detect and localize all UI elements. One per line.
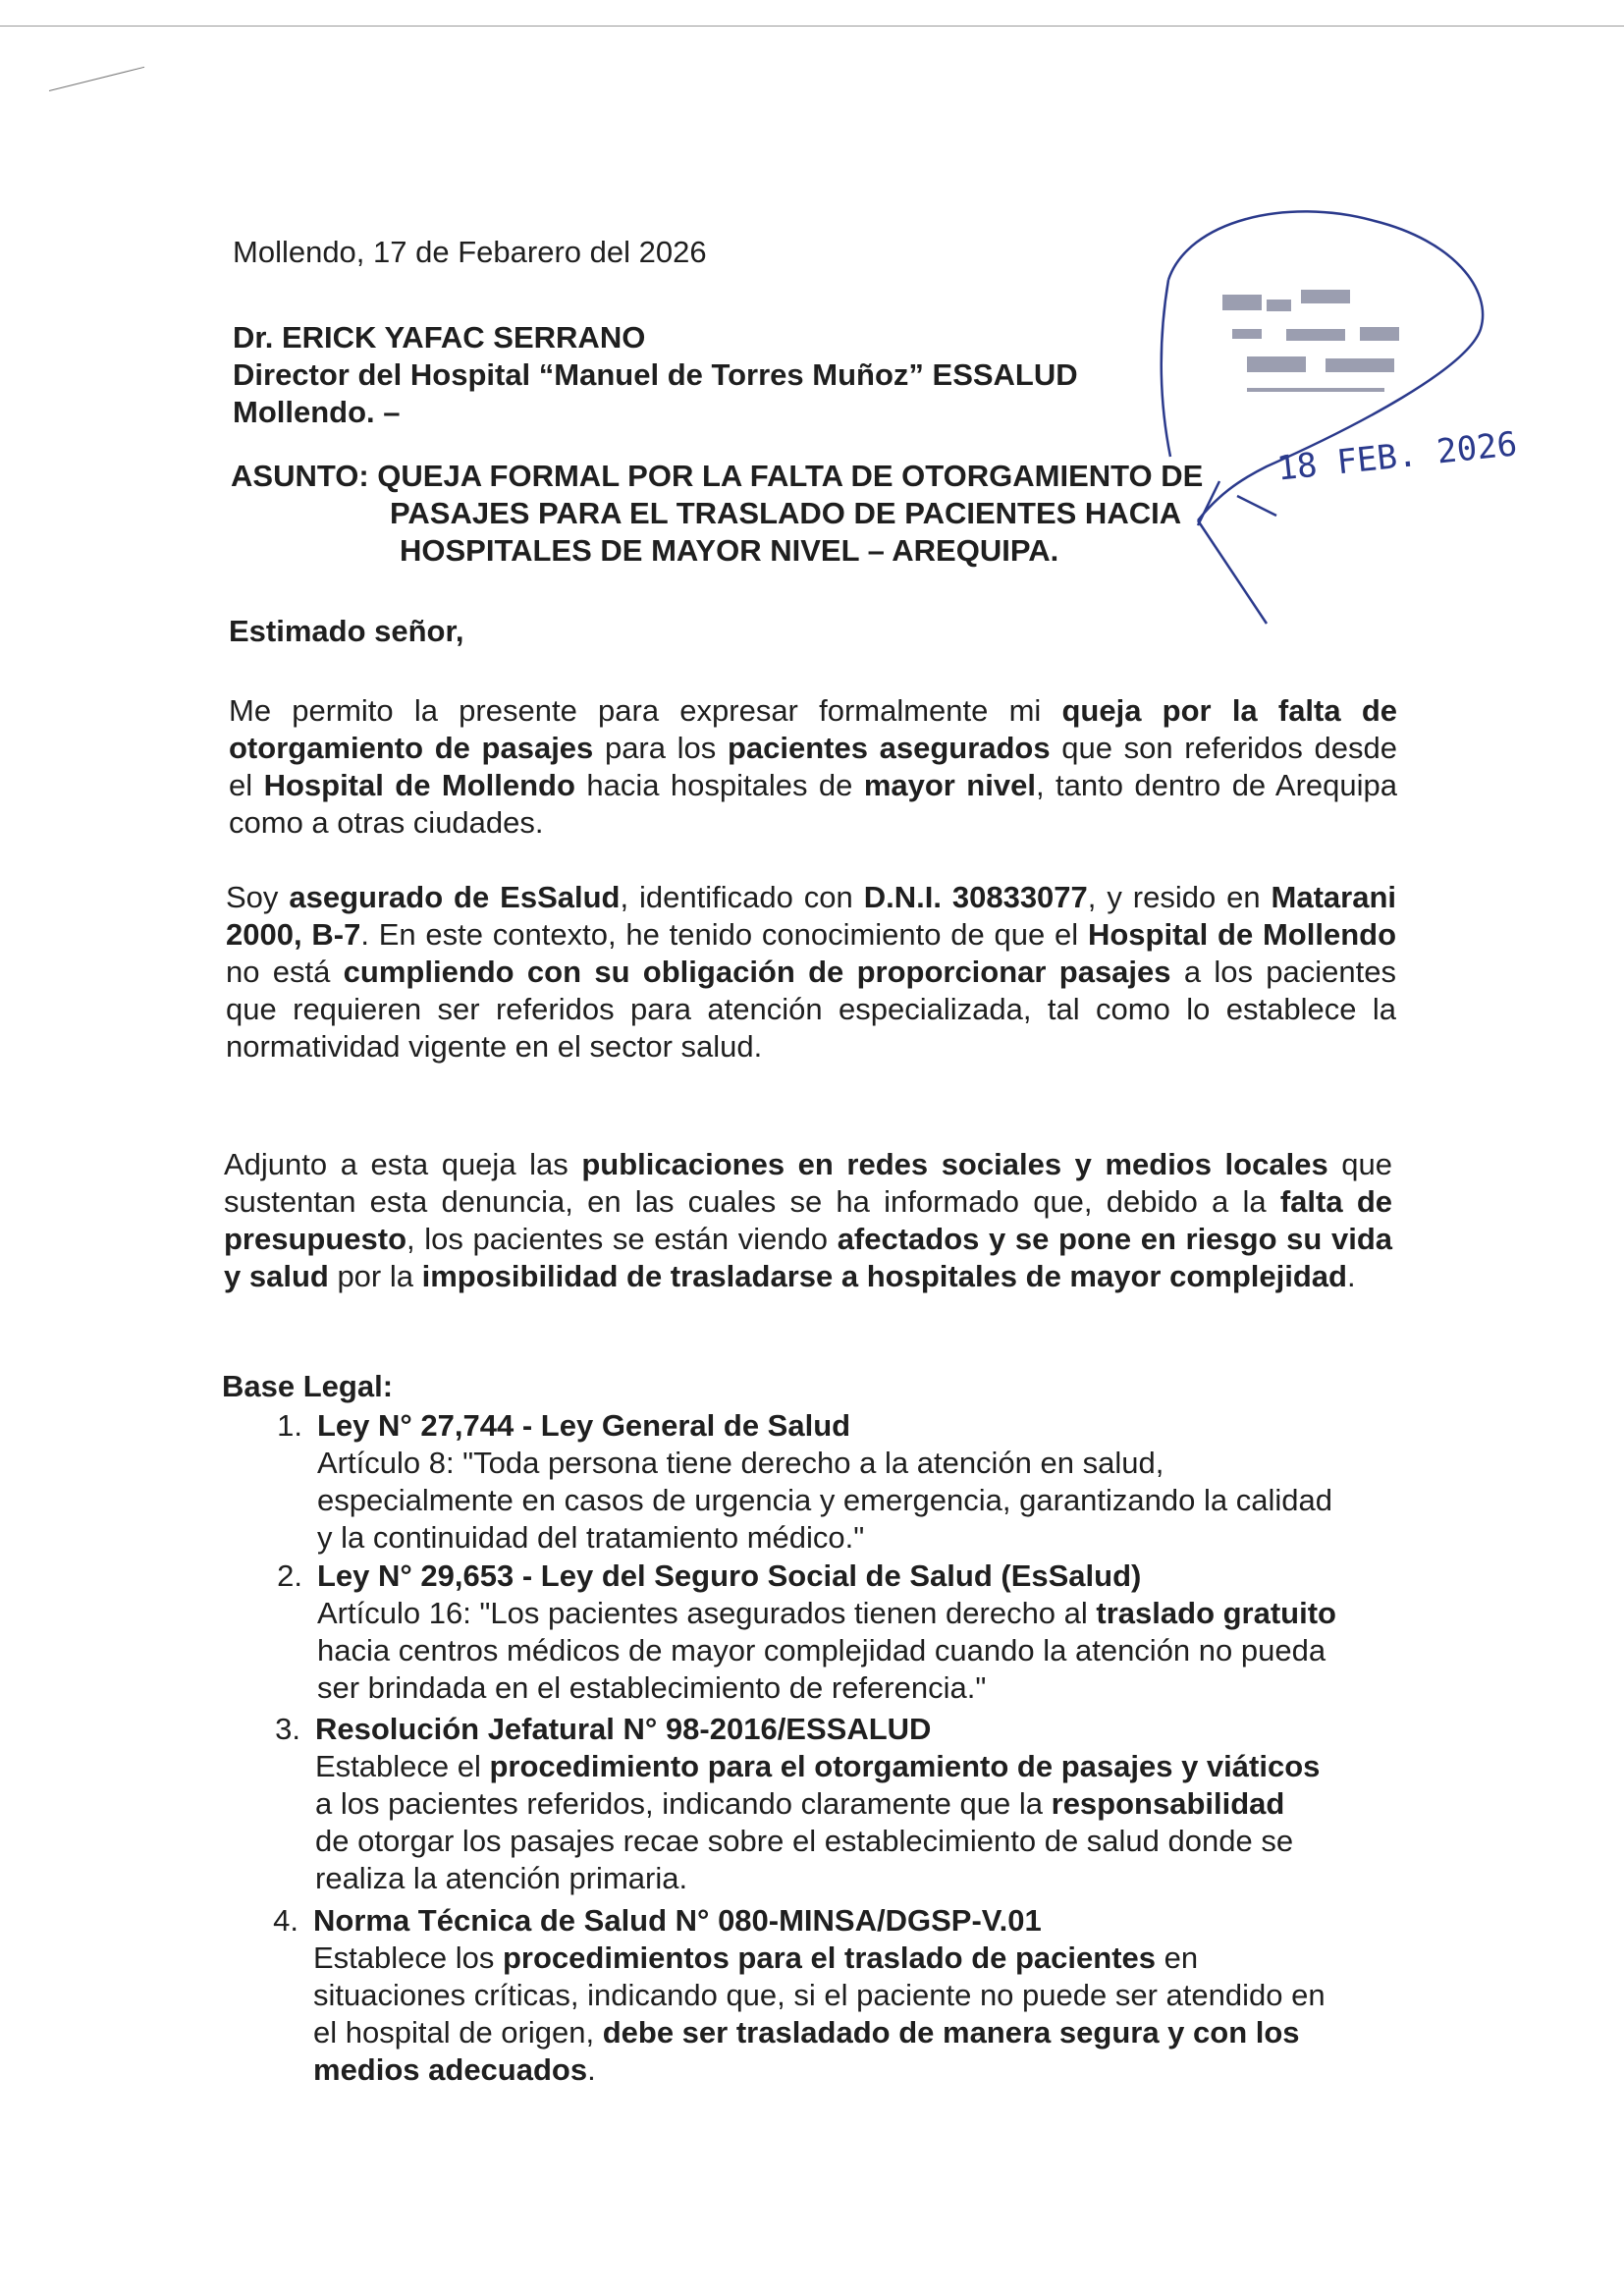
- legal-item-title: Resolución Jefatural N° 98-2016/ESSALUD: [315, 1712, 932, 1746]
- recipient-city: Mollendo. –: [233, 395, 401, 429]
- legal-item-text: Artículo 16: "Los pacientes asegurados tienen derecho al traslado gratuito hacia centros médicos de mayor complejidad cuando la atención no pueda ser brindada en el establecimiento de referencia.": [317, 1596, 1336, 1705]
- legal-heading: Base Legal:: [222, 1369, 394, 1403]
- legal-item-number: 4.: [273, 1903, 298, 1938]
- legal-item-number: 1.: [277, 1408, 302, 1443]
- legal-item-text: Establece los procedimientos para el traslado de pacientes en situaciones críticas, indicando que, si el paciente no puede ser atendido en el hospital de origen, debe ser trasladado de manera segura y con los medios adecuados.: [313, 1941, 1326, 2087]
- reception-stamp: [1129, 201, 1502, 633]
- paragraph-2: Soy asegurado de EsSalud, identificado con D.N.I. 30833077, y resido en Matarani 2000, B-7. En este contexto, he tenido conocimiento de que el Hospital de Mollendo no está cumpliendo con su obligación de proporcionar pasajes a los pacientes que requieren ser referidos para atención especializada, tal como lo establece la normatividad vigente en el sector salud.: [226, 880, 1397, 1064]
- legal-item-title: Ley N° 29,653 - Ley del Seguro Social de Salud (EsSalud): [317, 1558, 1142, 1593]
- place-date: Mollendo, 17 de Febarero del 2026: [233, 235, 707, 269]
- subject-line-1: QUEJA FORMAL POR LA FALTA DE OTORGAMIENTO DE: [377, 459, 1204, 493]
- paragraph-3: Adjunto a esta queja las publicaciones en redes sociales y medios locales que sustentan esta denuncia, en las cuales se ha informado que, debido a la falta de presupuesto, los pacientes se están viendo afectados y se pone en riesgo su vida y salud por la imposibilidad de trasladarse a hospitales de mayor complejidad.: [224, 1147, 1393, 1293]
- subject-label: ASUNTO:: [231, 459, 369, 493]
- recipient-name: Dr. ERICK YAFAC SERRANO: [233, 320, 646, 355]
- scan-top-line: [0, 26, 1624, 27]
- subject-line-3: HOSPITALES DE MAYOR NIVEL – AREQUIPA.: [400, 533, 1059, 568]
- paragraph-1: Me permito la presente para expresar formalmente mi queja por la falta de otorgamiento de pasajes para los pacientes asegurados que son referidos desde el Hospital de Mollendo hacia hospitales de mayor nivel, tanto dentro de Arequipa como a otras ciudades.: [229, 693, 1398, 840]
- greeting: Estimado señor,: [229, 614, 464, 648]
- pen-mark: [49, 67, 144, 91]
- legal-item-text: Establece el procedimiento para el otorgamiento de pasajes y viáticos a los pacientes referidos, indicando claramente que la responsabilidad de otorgar los pasajes recae sobre el establecimiento de salud donde se realiza la atención primaria.: [315, 1749, 1321, 1895]
- recipient-title: Director del Hospital “Manuel de Torres Muñoz” ESSALUD: [233, 357, 1078, 392]
- legal-item-number: 2.: [277, 1558, 302, 1593]
- legal-item-title: Ley N° 27,744 - Ley General de Salud: [317, 1408, 851, 1443]
- subject-line-2: PASAJES PARA EL TRASLADO DE PACIENTES HACIA: [390, 496, 1182, 530]
- legal-item-title: Norma Técnica de Salud N° 080-MINSA/DGSP-V.01: [313, 1903, 1042, 1938]
- recipient-block: [233, 319, 1078, 431]
- legal-item-number: 3.: [275, 1712, 300, 1746]
- subject-block: [231, 458, 1203, 570]
- legal-item-text: Artículo 8: "Toda persona tiene derecho a la atención en salud, especialmente en casos de urgencia y emergencia, garantizando la calidad y la continuidad del tratamiento médico.": [317, 1446, 1332, 1555]
- stamp-date: 18 FEB. 2026: [1274, 424, 1520, 489]
